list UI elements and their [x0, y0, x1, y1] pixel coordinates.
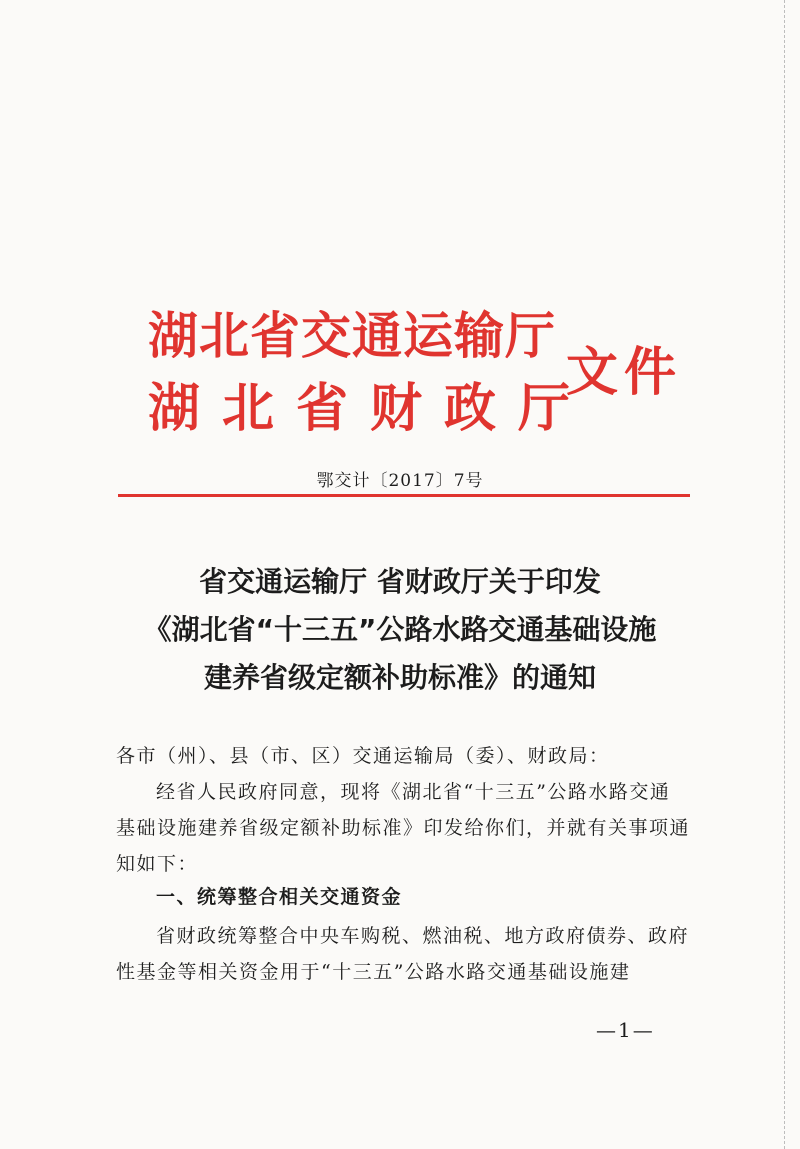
red-divider: [118, 494, 690, 497]
title-line-3: 建养省级定额补助标准》的通知: [203, 661, 596, 694]
paragraph-intro: 经省人民政府同意，现将《湖北省“十三五”公路水路交通基础设施建养省级定额补助标准》印发给你们，并就有关事项通知如下：: [116, 781, 691, 875]
document-label: 文件: [566, 343, 683, 403]
paragraph-funding: 省财政统筹整合中央车购税、燃油税、地方政府债券、政府性基金等相关资金用于“十三五”公路水路交通基础设施建: [116, 925, 690, 983]
section-heading-1: 一、统筹整合相关交通资金: [156, 886, 403, 908]
issuer-line-finance: 湖北省财政厅: [148, 379, 593, 439]
salutation: 各市（州）、县（市、区）交通运输局（委）、财政局：: [116, 745, 610, 767]
title-line-1: 省交通运输厅 省财政厅关于印发: [199, 565, 601, 598]
title-line-2: 《湖北省“十三五”公路水路交通基础设施: [143, 613, 657, 646]
issuer-line-transport: 湖北省交通运输厅: [148, 307, 556, 365]
document-number: 鄂交计〔2017〕7号: [316, 471, 484, 491]
page-number: —1—: [596, 1018, 655, 1042]
